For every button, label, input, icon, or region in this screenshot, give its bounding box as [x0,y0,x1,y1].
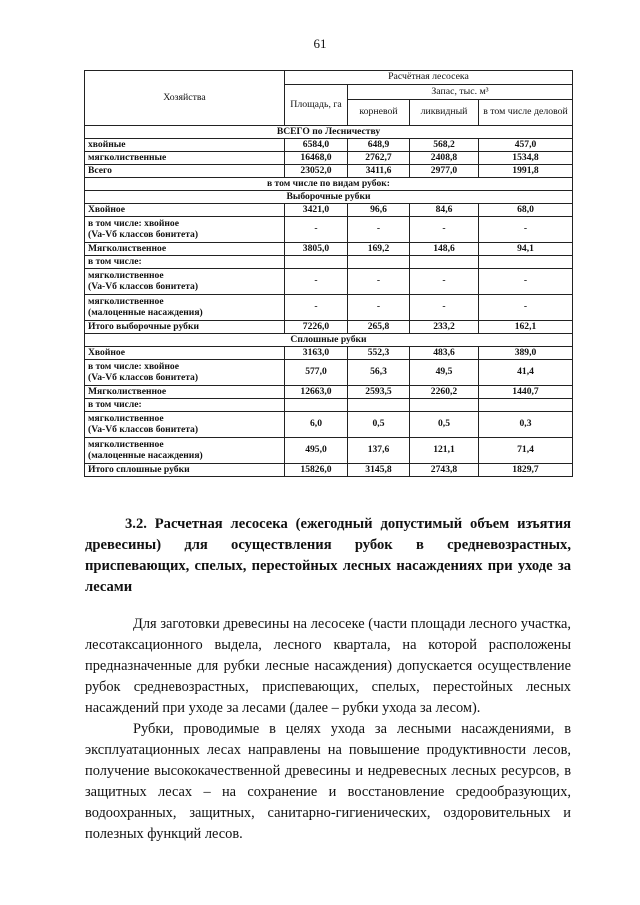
liquid-stock-value: 568,2 [410,139,479,152]
area-value: 3805,0 [285,243,348,256]
header-owner: Хозяйства [85,71,285,126]
header-stock: Запас, тыс. м³ [348,85,573,100]
area-value: 7226,0 [285,321,348,334]
liquid-stock-value [410,399,479,412]
row-name: Итого сплошные рубки [85,464,285,477]
row-name: мягколиственное (Va-Vб классов бонитета) [85,269,285,295]
header-area: Площадь, га [285,85,348,126]
area-value [285,256,348,269]
root-stock-value: 3145,8 [348,464,410,477]
paragraph: Для заготовки древесины на лесосеке (части площади лесного участка, лесотаксационного выдела, лесного квартала, на которой расположены предназначенные для рубки лесные насаждения) допускается осуществление рубок средневозрастных, приспевающих, спелых, перестойных лесных насаждений при уходе за лесами (далее – рубки ухода за лесом). [85,616,571,716]
row-name: Хвойное [85,204,285,217]
business-stock-value: 1991,8 [479,165,573,178]
liquid-stock-value: - [410,217,479,243]
liquid-stock-value: 2977,0 [410,165,479,178]
business-stock-value: - [479,269,573,295]
root-stock-value: 265,8 [348,321,410,334]
section-label: Сплошные рубки [85,334,573,347]
root-stock-value: - [348,217,410,243]
table-row [85,139,573,152]
area-value: 15826,0 [285,464,348,477]
area-value: - [285,217,348,243]
liquid-stock-value: - [410,295,479,321]
liquid-stock-value: - [410,269,479,295]
section-label: Выборочные рубки [85,191,573,204]
root-stock-value: - [348,269,410,295]
root-stock-value: 648,9 [348,139,410,152]
liquid-stock-value: 0,5 [410,412,479,438]
table-row [85,438,573,464]
row-name: Итого выборочные рубки [85,321,285,334]
table-header [85,71,573,126]
section-heading: 3.2. Расчетная лесосека (ежегодный допустимый объем изъятия древесины) для осуществления рубок в средневозрастных, приспевающих, спелых, перестойных лесных насаждениях при уходе за лесами [85,516,571,595]
table-row [85,347,573,360]
business-stock-value: 0,3 [479,412,573,438]
row-name: в том числе: хвойное (Va-Vб классов бонитета) [85,217,285,243]
header-calculated-cut: Расчётная лесосека [285,71,573,85]
root-stock-value: 96,6 [348,204,410,217]
liquid-stock-value: 148,6 [410,243,479,256]
liquid-stock-value: 84,6 [410,204,479,217]
table-row [85,217,573,243]
area-value: 6,0 [285,412,348,438]
table-row [85,412,573,438]
liquid-stock-value: 49,5 [410,360,479,386]
row-name: мягколиственное (Va-Vб классов бонитета) [85,412,285,438]
row-name: мягколиственное (малоценные насаждения) [85,438,285,464]
page-number: 61 [313,36,327,51]
row-name: мягколиственное (малоценные насаждения) [85,295,285,321]
business-stock-value [479,256,573,269]
business-stock-value: 68,0 [479,204,573,217]
row-name: мягколиственные [85,152,285,165]
root-stock-value: 0,5 [348,412,410,438]
table-row [85,152,573,165]
row-name: Мягколиственное [85,386,285,399]
area-value: 3163,0 [285,347,348,360]
root-stock-value: 3411,6 [348,165,410,178]
business-stock-value: 389,0 [479,347,573,360]
area-value: - [285,295,348,321]
table-row [85,243,573,256]
area-value: 577,0 [285,360,348,386]
area-value: 12663,0 [285,386,348,399]
liquid-stock-value: 2260,2 [410,386,479,399]
root-stock-value [348,256,410,269]
table-section-row [85,334,573,347]
table-body [85,126,573,477]
root-stock-value: 2762,7 [348,152,410,165]
liquid-stock-value: 2408,8 [410,152,479,165]
area-value: 495,0 [285,438,348,464]
business-stock-value: 94,1 [479,243,573,256]
root-stock-value: 137,6 [348,438,410,464]
root-stock-value: 552,3 [348,347,410,360]
header-liquid-stock: ликвидный [410,100,479,126]
area-value: 3421,0 [285,204,348,217]
root-stock-value: 169,2 [348,243,410,256]
root-stock-value: 2593,5 [348,386,410,399]
root-stock-value: 56,3 [348,360,410,386]
area-value: 16468,0 [285,152,348,165]
table-row [85,399,573,412]
business-stock-value: 1534,8 [479,152,573,165]
business-stock-value: - [479,217,573,243]
liquid-stock-value: 2743,8 [410,464,479,477]
section-label: ВСЕГО по Лесничеству [85,126,573,139]
business-stock-value [479,399,573,412]
forest-cut-table-wrapper [84,70,572,477]
area-value [285,399,348,412]
table-section-row [85,126,573,139]
row-name: хвойные [85,139,285,152]
area-value: 6584,0 [285,139,348,152]
row-name: Мягколиственное [85,243,285,256]
root-stock-value: - [348,295,410,321]
business-stock-value: - [479,295,573,321]
table-row [85,464,573,477]
row-name: Хвойное [85,347,285,360]
business-stock-value: 41,4 [479,360,573,386]
business-stock-value: 71,4 [479,438,573,464]
business-stock-value: 457,0 [479,139,573,152]
header-root-stock: корневой [348,100,410,126]
table-row [85,165,573,178]
table-row [85,321,573,334]
business-stock-value: 1440,7 [479,386,573,399]
row-name: в том числе: [85,256,285,269]
table-row [85,204,573,217]
section-label: в том числе по видам рубок: [85,178,573,191]
row-name: в том числе: хвойное (Va-Vб классов бонитета) [85,360,285,386]
table-row [85,269,573,295]
table-row [85,386,573,399]
forest-cut-table [84,70,573,477]
table-section-row [85,191,573,204]
row-name: Всего [85,165,285,178]
business-stock-value: 1829,7 [479,464,573,477]
row-name: в том числе: [85,399,285,412]
root-stock-value [348,399,410,412]
table-section-row [85,178,573,191]
table-row [85,295,573,321]
liquid-stock-value: 233,2 [410,321,479,334]
area-value: 23052,0 [285,165,348,178]
liquid-stock-value: 121,1 [410,438,479,464]
header-business-stock: в том числе деловой [479,100,573,126]
table-row [85,360,573,386]
area-value: - [285,269,348,295]
paragraph: Рубки, проводимые в целях ухода за лесными насаждениями, в эксплуатационных лесах направлены на повышение продуктивности лесов, получение высококачественной древесины и недревесных лесных ресурсов, в защитных лесах – на сохранение и восстановление средообразующих, водоохранных, защитных, санитарно-гигиенических, оздоровительных и полезных функций лесов. [85,721,571,842]
liquid-stock-value: 483,6 [410,347,479,360]
liquid-stock-value [410,256,479,269]
business-stock-value: 162,1 [479,321,573,334]
table-row [85,256,573,269]
